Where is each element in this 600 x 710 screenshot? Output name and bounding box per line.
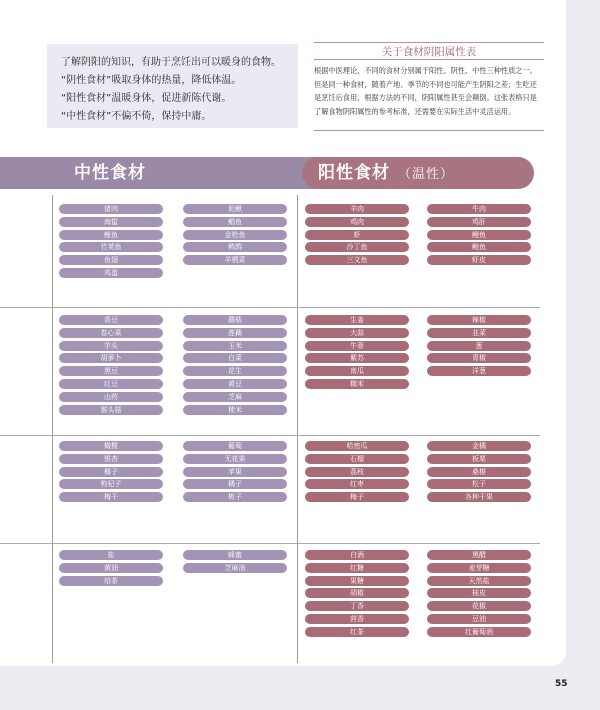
column-divider-left [52,195,53,663]
yang-header-label: 阳性食材 [318,163,390,183]
yang-food-item: 鳗鱼 [427,230,531,240]
yang-food-item: 葱 [427,341,531,351]
yang-food-item: 胡椒 [305,588,409,598]
yang-food-item: 南瓜 [305,366,409,376]
neutral-food-item: 鲳鱼 [183,217,287,227]
row-divider [0,543,540,544]
sidebar-body: 根据中医理论，不同的食材分别属于阳性、阴性、中性三种性质之一。但是同一种食材，随着产地、季节的不同也可能产生阴阳之差；生吃还是烹饪后食用，根据方法的不同，阴阳属性甚至会颠倒。这张表格只是了解食物阴阳属性的参考标准，还需要在实际生活中灵活运用。 [314,66,537,116]
yang-food-item: 韭菜 [427,328,531,338]
neutral-food-item: 芋头 [59,341,163,351]
intro-line: 了解阴阳的知识，有助于烹饪出可以暖身的食物。 [61,57,281,68]
neutral-food-item: 红豆 [59,379,163,389]
yang-food-item: 洋葱 [427,366,531,376]
neutral-food-item: 竹荚鱼 [59,242,163,252]
yang-food-item: 梅子 [305,492,409,502]
sidebar-rule-top [314,42,544,43]
yang-food-item: 虾皮 [427,255,531,265]
neutral-food-item: 黑豆 [59,366,163,376]
neutral-food-item: 海蜇 [59,217,163,227]
neutral-food-item: 鲤鱼 [59,230,163,240]
intro-line: “中性食材”不偏不倚，保持中庸。 [61,111,212,122]
yang-food-item: 糯米 [305,379,409,389]
neutral-food-item: 黄油 [59,563,163,573]
yang-food-item: 青椒 [427,353,531,363]
yang-food-item: 虾 [305,230,409,240]
neutral-food-item: 泥鳅 [183,204,287,214]
yang-food-item: 红枣 [305,479,409,489]
neutral-food-item: 焙茶 [59,576,163,586]
yang-food-item: 红糖 [305,563,409,573]
neutral-food-item: 卷心菜 [59,328,163,338]
yang-food-item: 牛肉 [427,204,531,214]
yang-food-item: 桑椹 [427,467,531,477]
neutral-food-item: 羊栖菜 [183,255,287,265]
neutral-food-item: 蜂蜜 [183,550,287,560]
neutral-food-item: 芝麻 [183,392,287,402]
yang-header [302,157,534,189]
yang-food-item: 桂皮 [427,588,531,598]
neutral-food-item: 猪肉 [59,204,163,214]
yang-food-item: 牛蒡 [305,341,409,351]
neutral-food-item: 玉米 [183,341,287,351]
intro-line: “阴性食材”吸取身体的热量，降低体温。 [61,75,242,86]
yang-food-item: 花椒 [427,601,531,611]
sidebar-rule-mid [314,59,544,60]
neutral-food-item: 梗米 [183,405,287,415]
neutral-food-item: 橘子 [183,479,287,489]
neutral-food-item: 莲藕 [183,328,287,338]
neutral-food-item: 橄榄 [59,441,163,451]
neutral-food-item: 鸡蛋 [59,268,163,278]
row-divider [0,307,540,308]
yang-food-item: 红葡萄酒 [427,627,531,637]
neutral-food-item: 胡萝卜 [59,353,163,363]
yang-food-item: 红茶 [305,627,409,637]
neutral-header [0,157,318,189]
neutral-food-item: 椰子 [59,467,163,477]
yang-food-item: 沙丁鱼 [305,242,409,252]
neutral-food-item: 香豆 [59,315,163,325]
yang-food-item: 各种干果 [427,492,531,502]
yang-food-item: 板栗 [427,454,531,464]
yang-food-item: 松子 [427,479,531,489]
sidebar-rule-bottom [314,130,544,131]
neutral-food-item: 鱼翅 [59,255,163,265]
neutral-food-item: 白菜 [183,353,287,363]
yang-food-item: 大蒜 [305,328,409,338]
yang-food-item: 辣椒 [427,315,531,325]
yang-food-item: 鲍鱼 [427,242,531,252]
neutral-food-item: 桃子 [183,492,287,502]
intro-line: “阳性食材”温暖身体，促进新陈代谢。 [61,93,232,104]
yang-food-item: 紫苏 [305,353,409,363]
neutral-header-title: 中性食材 [74,163,146,183]
neutral-food-item: 山药 [59,392,163,402]
neutral-food-item: 鹌鹑 [183,242,287,252]
yang-food-item: 茴香 [305,614,409,624]
neutral-food-item: 猴头菇 [59,405,163,415]
yang-food-item: 金橘 [427,441,531,451]
neutral-food-item: 银杏 [59,454,163,464]
yang-header-title [318,157,454,189]
yang-food-item: 果糖 [305,576,409,586]
neutral-food-item: 黄豆 [183,379,287,389]
yang-food-item: 羊肉 [305,204,409,214]
yang-food-item: 三文鱼 [305,255,409,265]
yang-food-item: 荔枝 [305,467,409,477]
neutral-food-item: 盐 [59,550,163,560]
yang-header-subtitle: （温性） [398,167,455,182]
yang-food-item: 哈密瓜 [305,441,409,451]
neutral-food-item: 芝麻油 [183,563,287,573]
neutral-food-item: 蘑菇 [183,315,287,325]
page-number: 55 [555,679,568,689]
row-divider [0,435,540,436]
yang-food-item: 天然盐 [427,576,531,586]
neutral-food-item: 梅干 [59,492,163,502]
neutral-food-item: 枸杞子 [59,479,163,489]
yang-food-item: 鸡肉 [305,217,409,227]
neutral-food-item: 花生 [183,366,287,376]
yang-food-item: 黑醋 [427,550,531,560]
yang-food-item: 豆油 [427,614,531,624]
intro-box [47,44,298,128]
neutral-food-item: 苹果 [183,467,287,477]
yang-food-item: 鸡肝 [427,217,531,227]
yang-food-item: 石榴 [305,454,409,464]
yang-food-item: 生姜 [305,315,409,325]
neutral-food-item: 金枪鱼 [183,230,287,240]
column-divider-middle [297,195,298,663]
sidebar-title: 关于食材阴阳属性表 [381,46,477,58]
neutral-food-item: 无花果 [183,454,287,464]
info-sidebar [314,44,544,128]
yang-food-item: 丁香 [305,601,409,611]
yang-food-item: 白酒 [305,550,409,560]
neutral-food-item: 葡萄 [183,441,287,451]
yang-food-item: 麦芽糖 [427,563,531,573]
